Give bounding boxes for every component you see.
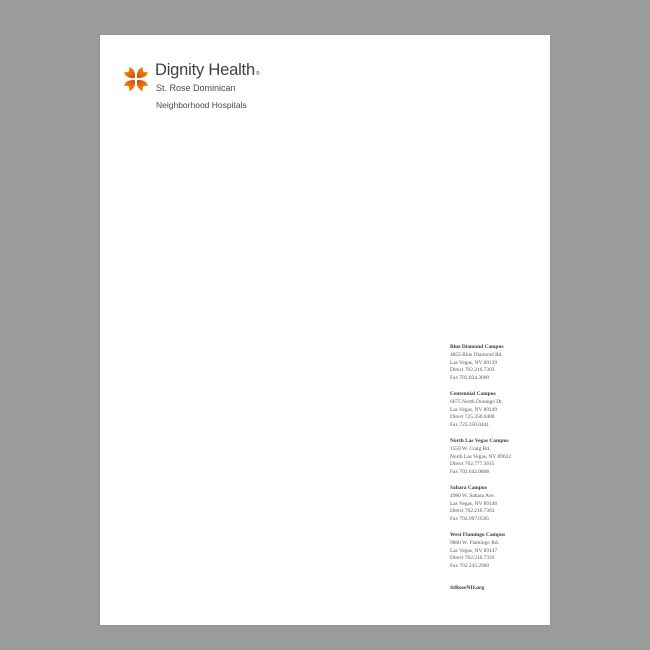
campus-fax: Fax 725.350.0441 bbox=[450, 422, 490, 429]
campus-address: 9880 W. Flamingo Rd. bbox=[450, 539, 499, 546]
campus-fax: Fax 702.967.0565 bbox=[450, 516, 490, 523]
campus-city: North Las Vegas, NV 89032 bbox=[450, 453, 512, 460]
campus-city: Las Vegas, NV 89139 bbox=[450, 359, 498, 366]
campus-name: Blue Diamond Campus bbox=[450, 344, 504, 350]
brand-name bbox=[155, 61, 259, 80]
campus-direct: Direct 702.216.7363 bbox=[450, 508, 495, 515]
registered-mark: ® bbox=[255, 71, 260, 77]
campus-block bbox=[450, 438, 545, 477]
campus-city: Las Vegas, NV 89147 bbox=[450, 547, 498, 554]
campus-fax: Fax 702.642.0808 bbox=[450, 469, 490, 476]
brand-name-text: Dignity Health bbox=[155, 61, 255, 79]
website-link[interactable]: StRoseNH.org bbox=[450, 585, 485, 591]
subbrand-name: St. Rose Dominican bbox=[156, 83, 236, 93]
letterhead-page bbox=[100, 35, 550, 625]
campus-name: Sahara Campus bbox=[450, 484, 487, 491]
campus-address: 1550 W. Craig Rd. bbox=[450, 445, 491, 452]
campus-direct: Direct 725.350.0400 bbox=[450, 414, 495, 421]
campus-block bbox=[450, 391, 545, 430]
campus-name: West Flamingo Campus bbox=[450, 531, 506, 538]
campus-direct: Direct 702.216.7303 bbox=[450, 367, 495, 374]
campus-direct: Direct 702.216.7333 bbox=[450, 555, 495, 562]
campus-block bbox=[450, 485, 545, 524]
campus-fax: Fax 702.834.3000 bbox=[450, 375, 490, 382]
campus-address: 4980 W. Sahara Ave. bbox=[450, 492, 495, 499]
campus-name: North Las Vegas Campus bbox=[450, 437, 509, 444]
campus-name: Centennial Campus bbox=[450, 390, 496, 397]
campus-direct: Direct 702.777.3615 bbox=[450, 461, 495, 468]
tagline: Neighborhood Hospitals bbox=[156, 100, 247, 110]
campus-address: 4855 Blue Diamond Rd. bbox=[450, 351, 503, 358]
campus-city: Las Vegas, NV 89146 bbox=[450, 500, 498, 507]
flower-logo-icon bbox=[120, 63, 152, 95]
campus-address: 6675 North Durango Dr. bbox=[450, 398, 504, 405]
campus-block bbox=[450, 532, 545, 571]
campus-city: Las Vegas, NV 89149 bbox=[450, 406, 498, 413]
campus-block bbox=[450, 344, 545, 383]
campus-fax: Fax 702.243.2960 bbox=[450, 563, 490, 570]
campus-list bbox=[450, 344, 545, 579]
